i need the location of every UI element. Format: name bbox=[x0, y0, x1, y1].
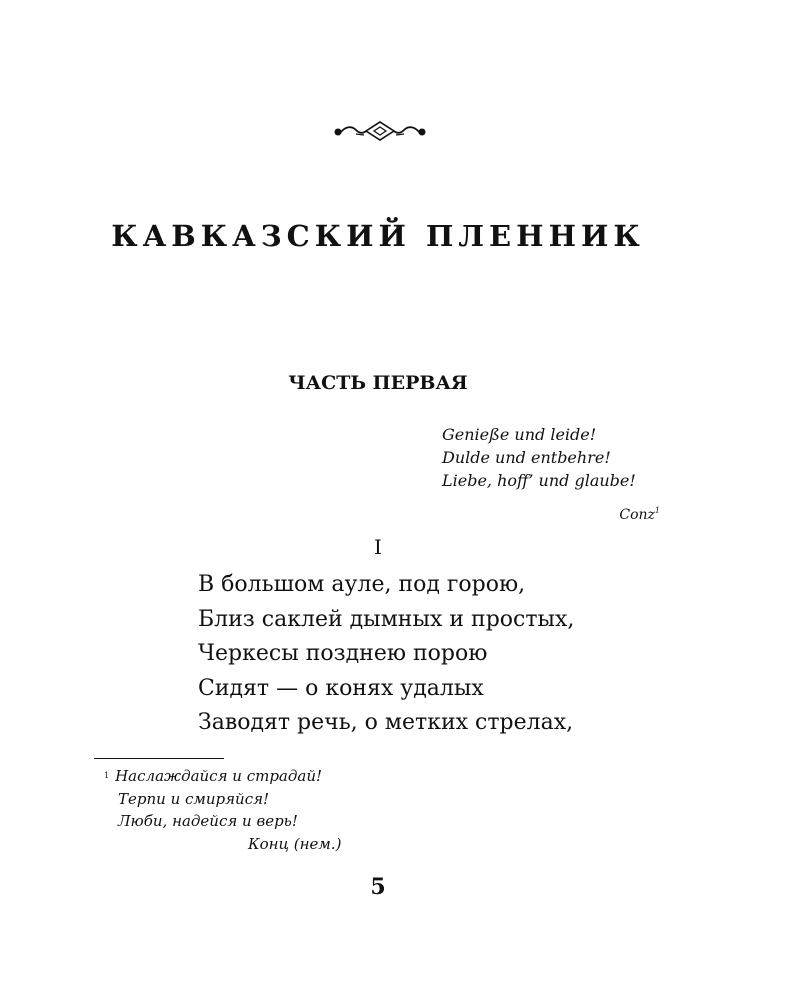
footnote-reference: 1 bbox=[654, 506, 660, 515]
decorative-flourish-icon bbox=[330, 118, 430, 146]
footnote-text: Наслаждайся и страдай! bbox=[115, 767, 323, 785]
epigraph-author bbox=[619, 508, 660, 522]
verse-stanza bbox=[198, 568, 574, 741]
footnote-line bbox=[104, 765, 341, 788]
epigraph-line: Liebe, hoff’ und glaube! bbox=[442, 471, 636, 490]
epigraph-line: Dulde und entbehre! bbox=[442, 448, 611, 467]
footnote-separator bbox=[94, 758, 224, 759]
footnote-line: Люби, надейся и верь! bbox=[118, 812, 298, 830]
footnote bbox=[104, 765, 341, 855]
epigraph-line: Genieße und leide! bbox=[442, 425, 597, 444]
verse-line: Черкесы позднею порою bbox=[198, 641, 488, 666]
epigraph bbox=[442, 423, 636, 492]
part-heading: ЧАСТЬ ПЕРВАЯ bbox=[288, 372, 468, 394]
page-number: 5 bbox=[370, 874, 386, 900]
page-title: КАВКАЗСКИЙ ПЛЕННИК bbox=[111, 219, 645, 253]
verse-line: Близ саклей дымных и простых, bbox=[198, 606, 575, 632]
verse-line: В большом ауле, под горою, bbox=[198, 572, 526, 597]
section-number: I bbox=[374, 535, 382, 559]
footnote-line: Терпи и смиряйся! bbox=[118, 789, 270, 808]
footnote-source: Конц (нем.) bbox=[248, 834, 342, 853]
verse-line: Заводят речь, о метких стрелах, bbox=[198, 710, 574, 735]
epigraph-author-name: Conz bbox=[619, 507, 655, 523]
verse-line: Сидят — о конях удалых bbox=[198, 675, 484, 701]
footnote-marker: 1 bbox=[104, 771, 110, 780]
